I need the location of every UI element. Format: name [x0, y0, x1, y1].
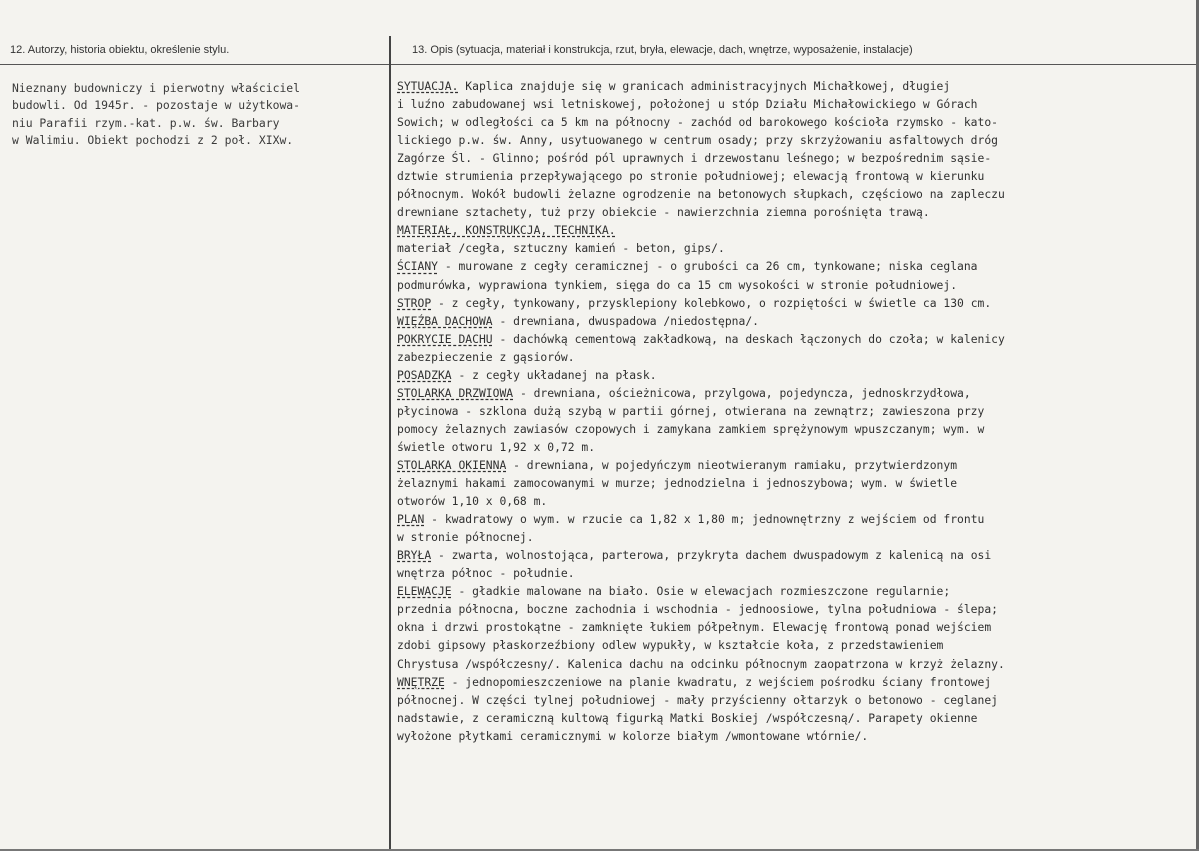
description-line: [397, 618, 1187, 636]
description-text-run: - murowane z cegły ceramicznej - o grubości ca 26 cm, tynkowane; niska ceglana: [437, 259, 978, 274]
description-text-run: - dachówką cementową zakładkową, na deskach łączonych do czoła; w kalenicy: [492, 331, 1005, 346]
description-text-run: materiał /cegła, sztuczny kamień - beton, gips/.: [397, 241, 725, 256]
description-line: [397, 727, 1187, 745]
description-text-run: - gładkie malowane na biało. Osie w elewacjach rozmieszczone regularnie;: [451, 584, 951, 599]
description-text-run: - jednopomieszczeniowe na planie kwadratu, z wejściem pośrodku ściany frontowej: [444, 674, 992, 689]
description-line: [397, 221, 1187, 239]
description-text-run: - kwadratowy o wym. w rzucie ca 1,82 x 1,80 m; jednownętrzny z wejściem od frontu: [424, 512, 985, 527]
description-text-run: drewniane sztachety, tuż przy obiekcie - nawierzchnia ziemna porośnięta trawą.: [397, 205, 930, 220]
description-line: [397, 348, 1187, 366]
section-13-header: 13. Opis (sytuacja, materiał i konstrukcja, rzut, bryła, elewacje, dach, wnętrze, wyposażenie, instalacje): [412, 44, 913, 56]
description-text-run: Chrystusa /współczesny/. Kalenica dachu na odcinku północnym zaopatrzona w krzyż żelazny.: [397, 656, 1005, 671]
description-line: [397, 709, 1187, 727]
description-text-run: - z cegły, tynkowany, przysklepiony kolebkowo, o rozpiętości w świetle ca 130 cm.: [431, 295, 992, 310]
description-line: [397, 402, 1187, 420]
description-text-run: pomocy żelaznych zawiasów czopowych i zamykana zamkiem sprężynowym wpuszczanym; wym. w: [397, 421, 985, 436]
description-text: [397, 77, 1187, 745]
section-heading: ŚCIANY: [397, 259, 438, 274]
description-line: [397, 564, 1187, 582]
left-text-line: niu Parafii rzym.-kat. p.w. św. Barbary: [12, 115, 280, 130]
description-text-run: dztwie strumienia przepływającego po stronie południowej; elewacją frontową w kierunku: [397, 169, 985, 184]
description-line: [397, 420, 1187, 438]
section-heading: WNĘTRZE: [397, 674, 445, 689]
section-heading: PLAN: [397, 512, 425, 527]
description-text-run: żelaznymi hakami zamocowanymi w murze; jednodzielna i jednoszybowa; wym. w świetle: [397, 476, 958, 491]
description-text-run: przednia północna, boczne zachodnia i wschodnia - jednoosiowe, tylna południowa - ślepa;: [397, 602, 998, 617]
section-heading: MATERIAŁ, KONSTRUKCJA, TECHNIKA.: [397, 223, 616, 238]
description-text-run: lickiego p.w. św. Anny, usytuowanego w centrum osady; przy skrzyżowaniu asfaltowych dróg: [397, 133, 998, 148]
description-text-run: i luźno zabudowanej wsi letniskowej, położonej u stóp Działu Michałowickiego w Górach: [397, 97, 978, 112]
description-text-run: - drewniana, w pojedyńczym nieotwieranym ramiaku, przytwierdzonym: [506, 457, 958, 472]
description-text-run: w stronie północnej.: [397, 530, 534, 545]
description-line: [397, 330, 1187, 348]
description-line: [397, 312, 1187, 330]
description-text-run: wyłożone płytkami ceramicznymi w kolorze białym /wmontowane wtórnie/.: [397, 728, 869, 743]
description-line: [397, 239, 1187, 257]
section-heading: STROP: [397, 295, 432, 310]
description-text-run: nadstawie, z ceramiczną kultową figurką Matki Boskiej /współczesną/. Parapety okienne: [397, 710, 978, 725]
description-text-run: północnym. Wokół budowli żelazne ogrodzenie na betonowych słupkach, częściowo na zapleczu: [397, 187, 1005, 202]
description-line: [397, 600, 1187, 618]
description-line: [397, 276, 1187, 294]
description-text-run: - drewniana, ościeżnicowa, przylgowa, pojedyncza, jednoskrzydłowa,: [513, 385, 971, 400]
description-line: [397, 131, 1187, 149]
description-line: [397, 474, 1187, 492]
description-text-run: - zwarta, wolnostojąca, parterowa, przykryta dachem dwuspadowym z kalenicą na osi: [431, 548, 992, 563]
description-text-run: płycinowa - szklona dużą szybą w partii górnej, otwierana na zewnątrz; zawieszona przy: [397, 403, 985, 418]
description-line: [397, 438, 1187, 456]
description-text-run: Zagórze Śl. - Glinno; pośród pól uprawnych i drzewostanu leśnego; w bezpośrednim sąsie-: [397, 151, 992, 166]
section-heading: ELEWACJE: [397, 584, 452, 599]
section-heading: BRYŁA: [397, 548, 432, 563]
description-line: [397, 691, 1187, 709]
description-line: [397, 582, 1187, 600]
description-text-run: Sowich; w odległości ca 5 km na północny - zachód od barokowego kościoła rzymsko - kato-: [397, 115, 998, 130]
header-divider: [0, 64, 1199, 65]
description-text-run: - z cegły układanej na płask.: [451, 367, 657, 382]
column-divider: [389, 36, 391, 851]
description-text-run: wnętrza północ - południe.: [397, 566, 575, 581]
description-line: [397, 528, 1187, 546]
section-heading: SYTUACJA.: [397, 79, 459, 93]
section-heading: WIĘŹBA DACHOWA: [397, 313, 493, 328]
section-heading: STOLARKA OKIENNA: [397, 457, 507, 472]
description-text-run: zdobi gipsowy płaskorzeźbiony odlew wypukły, w kształcie koła, z przedstawieniem: [397, 638, 944, 653]
description-text-run: świetle otworu 1,92 x 0,72 m.: [397, 439, 596, 454]
description-line: [397, 294, 1187, 312]
description-line: [397, 456, 1187, 474]
description-text-run: zabezpieczenie z gąsiorów.: [397, 349, 575, 364]
description-line: [397, 636, 1187, 654]
description-text-run: północnej. W części tylnej południowej - mały przyścienny ołtarzyk o betonowo - ceglanej: [397, 692, 998, 707]
description-line: [397, 95, 1187, 113]
description-line: [397, 113, 1187, 131]
description-line: [397, 366, 1187, 384]
description-text-run: Kaplica znajduje się w granicach administracyjnych Michałkowej, długiej: [458, 79, 951, 93]
section-12-header: 12. Autorzy, historia obiektu, określenie stylu.: [10, 44, 230, 56]
description-line: [397, 492, 1187, 510]
description-text-run: okna i drzwi prostokątne - zamknięte łukiem półpełnym. Elewację frontową ponad wejściem: [397, 620, 992, 635]
description-line: [397, 510, 1187, 528]
section-heading: POSADZKA: [397, 367, 452, 382]
left-text-line: budowli. Od 1945r. - pozostaje w użytkowa-: [12, 98, 301, 113]
left-text-line: w Walimiu. Obiekt pochodzi z 2 poł. XIXw.: [12, 132, 294, 147]
description-line: [397, 257, 1187, 275]
description-text-run: otworów 1,10 x 0,68 m.: [397, 494, 548, 509]
description-line: [397, 77, 1187, 95]
description-line: [397, 546, 1187, 564]
section-heading: POKRYCIE DACHU: [397, 331, 493, 346]
description-line: [397, 149, 1187, 167]
description-line: [397, 384, 1187, 402]
section-heading: STOLARKA DRZWIOWA: [397, 385, 514, 400]
description-line: [397, 167, 1187, 185]
left-text-line: Nieznany budowniczy i pierwotny właściciel: [12, 81, 301, 95]
description-line: [397, 203, 1187, 221]
authors-history-text: [12, 80, 384, 149]
description-line: [397, 185, 1187, 203]
description-text-run: - drewniana, dwuspadowa /niedostępna/.: [492, 313, 759, 328]
description-line: [397, 673, 1187, 691]
description-text-run: podmurówka, wyprawiona tynkiem, sięga do ca 15 cm wysokości w stronie południowej.: [397, 277, 958, 292]
description-line: [397, 655, 1187, 673]
